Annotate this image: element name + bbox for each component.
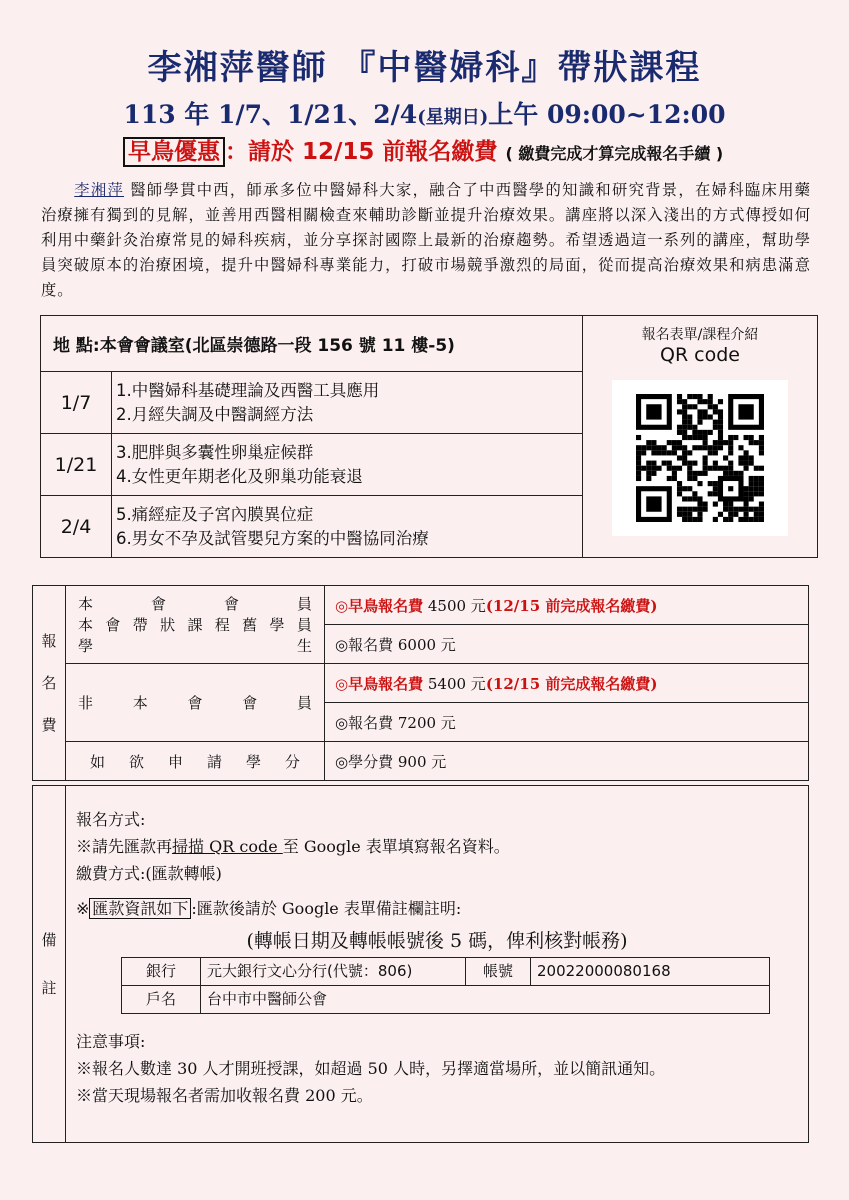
early-fee-amount: 5400 元 <box>423 674 486 693</box>
location: 地 點:本會會議室(北區崇德路一段 156 號 11 樓-5) <box>41 316 583 372</box>
session-topics <box>112 372 583 434</box>
session-date: 1/7 <box>41 372 112 434</box>
qr-label: 報名表單/課程介紹 <box>641 327 759 343</box>
credit-fee: ◎學分費 900 元 <box>325 742 809 781</box>
bank-value: 元大銀行文心分行(代號：806) <box>201 958 466 986</box>
method-title: 報名方式: <box>76 810 146 829</box>
fee-label-char: 名 <box>41 674 57 692</box>
remit-box: 匯款資訊如下 <box>89 898 191 919</box>
nonmember-regular-fee: ◎報名費 7200 元 <box>325 703 809 742</box>
char: 程 <box>214 616 230 634</box>
fee-label-char: 費 <box>41 716 57 734</box>
notice-title: 注意事項: <box>76 1032 146 1051</box>
notice-1: ※報名人數達 30 人才開班授課，如超過 50 人時，另擇適當場所，並以簡訊通知。 <box>76 1059 666 1078</box>
method-line <box>76 833 798 860</box>
alumni-line <box>66 614 324 635</box>
char: 會 <box>187 694 203 712</box>
early-bird-note: ( 繳費完成才算完成報名手續 ) <box>505 144 724 163</box>
credit-category <box>66 742 325 781</box>
char: 會 <box>150 595 166 613</box>
char: 員 <box>296 694 312 712</box>
qr-code-icon <box>629 394 771 522</box>
char: 非 <box>78 694 94 712</box>
remarks-label-char: 註 <box>41 979 57 997</box>
remit-mark: ※ <box>76 899 90 918</box>
remarks-label <box>33 786 66 1143</box>
holder-label: 戶名 <box>122 986 201 1014</box>
remarks-label-char: 備 <box>41 931 57 949</box>
early-fee-label: ◎早鳥報名費 <box>335 596 424 615</box>
remit-text: :匯款後請於 Google 表單備註欄註明: <box>191 899 462 918</box>
remit-line <box>76 895 798 922</box>
char: 欲 <box>128 752 144 771</box>
method-post: 至 Google 表單填寫報名資料。 <box>282 837 510 856</box>
char: 申 <box>167 752 183 771</box>
doctor-name: 李湘萍 <box>74 181 125 199</box>
dates-time: 上午 09:00~12:00 <box>488 100 726 129</box>
fee-table <box>32 585 809 781</box>
intro-text: 醫師學貫中西，師承多位中醫婦科大家，融合了中西醫學的知識和研究背景，在婦科臨床用藥治療擁有獨到的見解，並善用西醫相關檢查來輔助診斷並提升治療效果。講座將以深入淺出的方式傳授如何利用中藥針灸治療常見的婦科疾病，並分享探討國際上最新的治療趨勢。希望透過這一系列的講座，幫助學員突破原本的治療困境，提升中醫婦科專業能力，打破市場競爭激烈的局面，從而提高治療效果和病患滿意度。 <box>41 181 811 299</box>
session-date: 2/4 <box>41 496 112 558</box>
intro-paragraph <box>41 178 811 303</box>
early-fee-amount: 4500 元 <box>423 596 486 615</box>
remit-note: (轉帳日期及轉帳帳號後 5 碼，俾利核對帳務) <box>246 930 628 952</box>
qr-cell <box>583 316 818 558</box>
session-topics <box>112 434 583 496</box>
nonmember-line <box>66 692 324 713</box>
session-topic: 2.月經失調及中醫調經方法 <box>116 404 314 424</box>
char: 分 <box>284 752 300 771</box>
char: 會 <box>223 595 239 613</box>
method-pre: ※請先匯款再 <box>76 837 173 856</box>
early-fee-label: ◎早鳥報名費 <box>335 674 424 693</box>
course-table <box>40 315 818 558</box>
session-topic: 5.痛經症及子宮內膜異位症 <box>116 504 314 524</box>
session-date: 1/21 <box>41 434 112 496</box>
credit-line <box>66 751 324 772</box>
char: 課 <box>187 616 203 634</box>
member-category <box>66 586 325 664</box>
page-title: 李湘萍醫師 『中醫婦科』帶狀課程 <box>147 48 702 88</box>
char: 生 <box>296 637 312 655</box>
char: 員 <box>296 595 312 613</box>
session-topic: 4.女性更年期老化及卵巢功能衰退 <box>116 466 363 486</box>
bank-label: 銀行 <box>122 958 201 986</box>
qr-code-text: QR code <box>659 344 741 366</box>
nonmember-early-fee <box>325 664 809 703</box>
char: 請 <box>206 752 222 771</box>
char: 舊 <box>242 616 258 634</box>
alumni-line-2 <box>66 635 324 656</box>
char: 本 <box>132 694 148 712</box>
early-fee-note: (12/15 前完成報名繳費) <box>485 596 658 615</box>
dates-main: 113 年 1/7、1/21、2/4 <box>123 100 418 129</box>
char: 員 <box>296 616 312 634</box>
char: 本 <box>78 616 94 634</box>
session-topic: 1.中醫婦科基礎理論及西醫工具應用 <box>116 380 380 400</box>
early-bird-label: 早鳥優惠 <box>123 137 225 167</box>
early-bird-notice <box>123 133 723 166</box>
char: 狀 <box>160 616 176 634</box>
char: 會 <box>105 616 121 634</box>
char: 學 <box>78 637 94 655</box>
dates-weekday: (星期日) <box>417 107 489 128</box>
char: 本 <box>78 595 94 613</box>
char: 如 <box>90 752 106 771</box>
nonmember-category <box>66 664 325 742</box>
char: 學 <box>245 752 261 771</box>
remarks-content <box>66 786 808 1142</box>
remarks-table <box>32 785 809 1143</box>
session-topic: 3.肥胖與多囊性卵巢症候群 <box>116 442 314 462</box>
char: 帶 <box>132 616 148 634</box>
fee-label <box>33 586 66 781</box>
member-line <box>66 593 324 614</box>
session-topic: 6.男女不孕及試管嬰兒方案的中醫協同治療 <box>116 528 429 548</box>
member-early-fee <box>325 586 809 625</box>
payment-method: 繳費方式:(匯款轉帳) <box>76 864 222 883</box>
account-label: 帳號 <box>466 958 531 986</box>
qr-scan-link[interactable]: 掃描 QR code <box>172 837 283 856</box>
bank-table <box>121 957 770 1014</box>
char: 學 <box>269 616 285 634</box>
account-value: 20022000080168 <box>531 958 770 986</box>
char: 會 <box>242 694 258 712</box>
member-regular-fee: ◎報名費 6000 元 <box>325 625 809 664</box>
fee-label-char: 報 <box>41 632 57 650</box>
notice-2: ※當天現場報名者需加收報名費 200 元。 <box>76 1086 373 1105</box>
qr-code-image[interactable] <box>612 380 788 536</box>
early-fee-note: (12/15 前完成報名繳費) <box>485 674 658 693</box>
session-topics <box>112 496 583 558</box>
course-dates <box>0 95 849 131</box>
early-bird-text: ：請於 12/15 前報名繳費 <box>225 139 498 165</box>
holder-value: 台中市中醫師公會 <box>201 986 770 1014</box>
